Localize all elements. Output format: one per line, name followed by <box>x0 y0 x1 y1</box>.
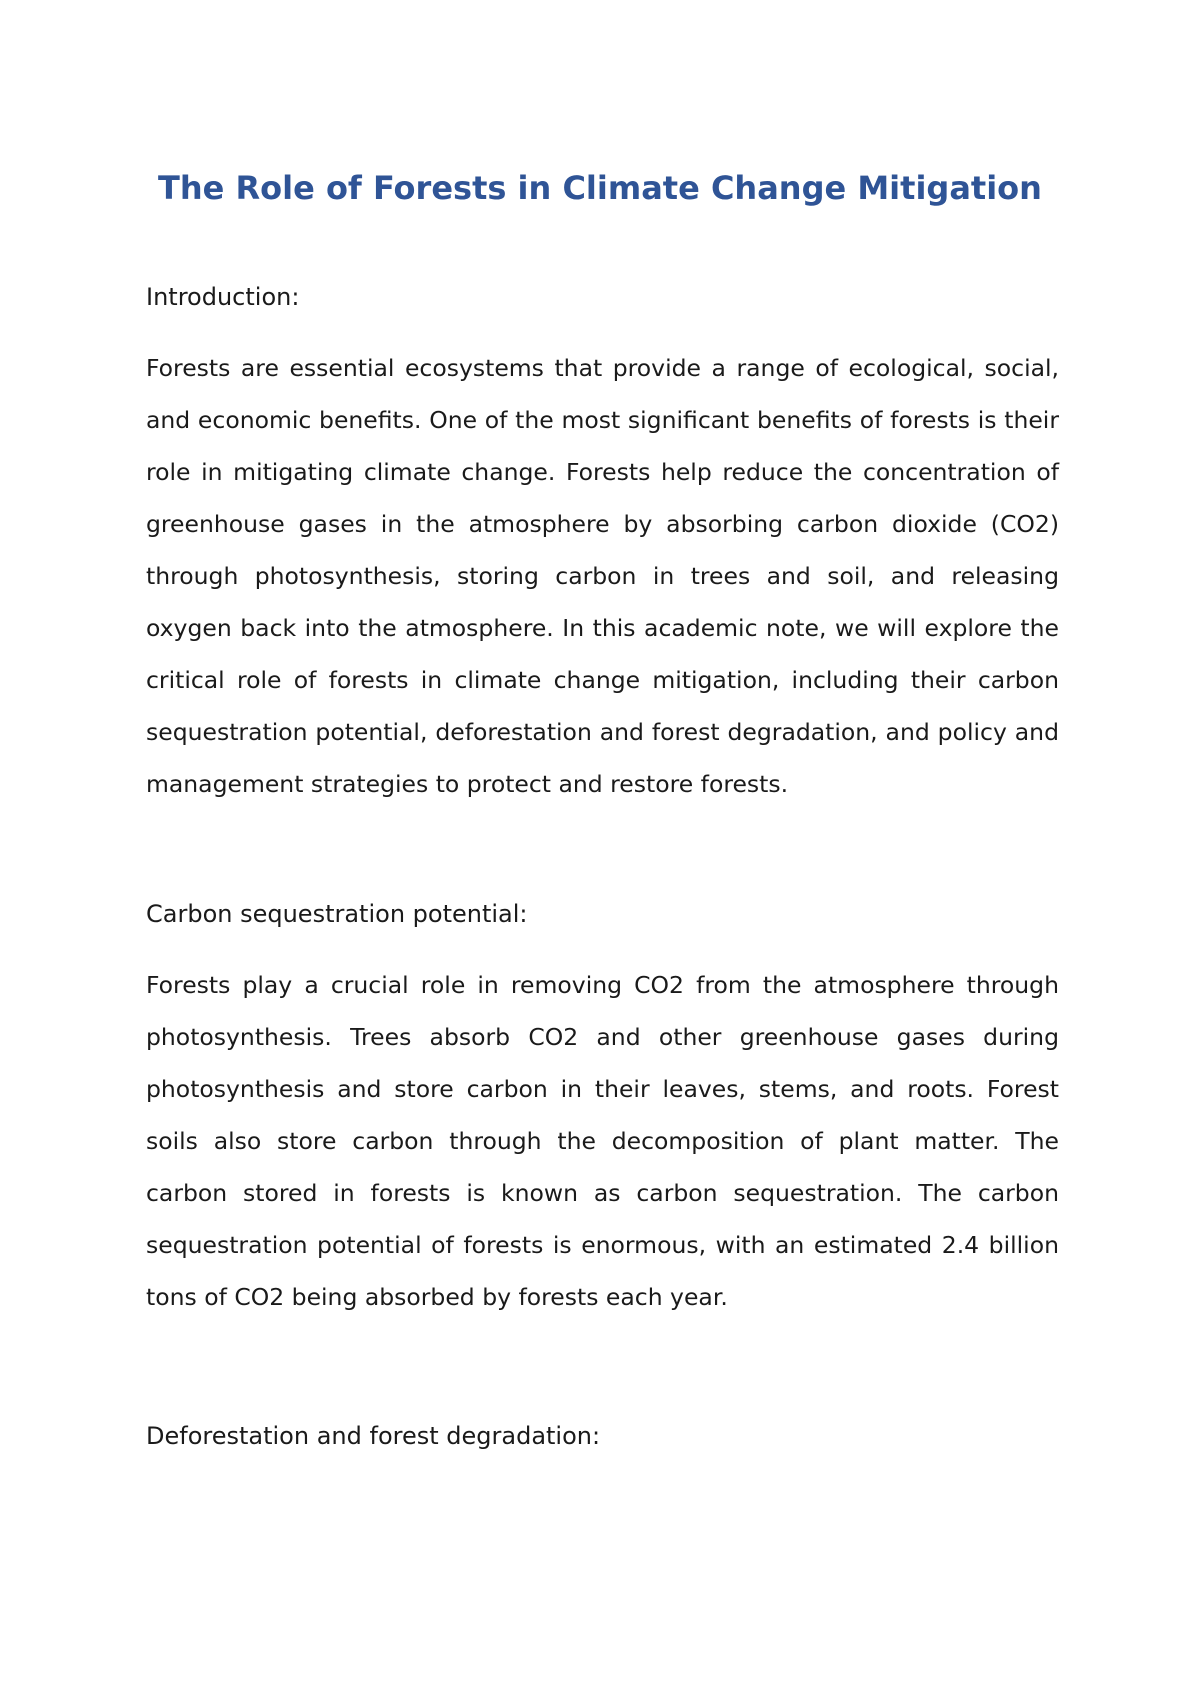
section-paragraph-introduction: Forests are essential ecosystems that provide a range of ecological, social, and economic benefits. One of the most significant benefits of forests is their role in mitigating climate change. Forests help reduce the concentration of greenhouse gases in the atmosphere by absorbing carbon dioxide (CO2) through photosynthesis, storing carbon in trees and soil, and releasing oxygen back into the atmosphere. In this academic note, we will explore the critical role of forests in climate change mitigation, including their carbon sequestration potential, deforestation and forest degradation, and policy and management strategies to protect and restore forests. <box>146 354 1059 798</box>
section-paragraph-carbon-sequestration: Forests play a crucial role in removing CO2 from the atmosphere through photosynthesis. Trees absorb CO2 and other greenhouse gases during photosynthesis and store carbon in their leaves, stems, and roots. Forest soils also store carbon through the decomposition of plant matter. The carbon stored in forests is known as carbon sequestration. The carbon sequestration potential of forests is enormous, with an estimated 2.4 billion tons of CO2 being absorbed by forests each year. <box>146 971 1059 1311</box>
document-title: The Role of Forests in Climate Change Mitigation <box>158 169 1042 207</box>
section-heading-carbon-sequestration: Carbon sequestration potential: <box>146 900 528 928</box>
section-heading-introduction: Introduction: <box>146 283 300 311</box>
section-heading-deforestation: Deforestation and forest degradation: <box>146 1422 601 1450</box>
